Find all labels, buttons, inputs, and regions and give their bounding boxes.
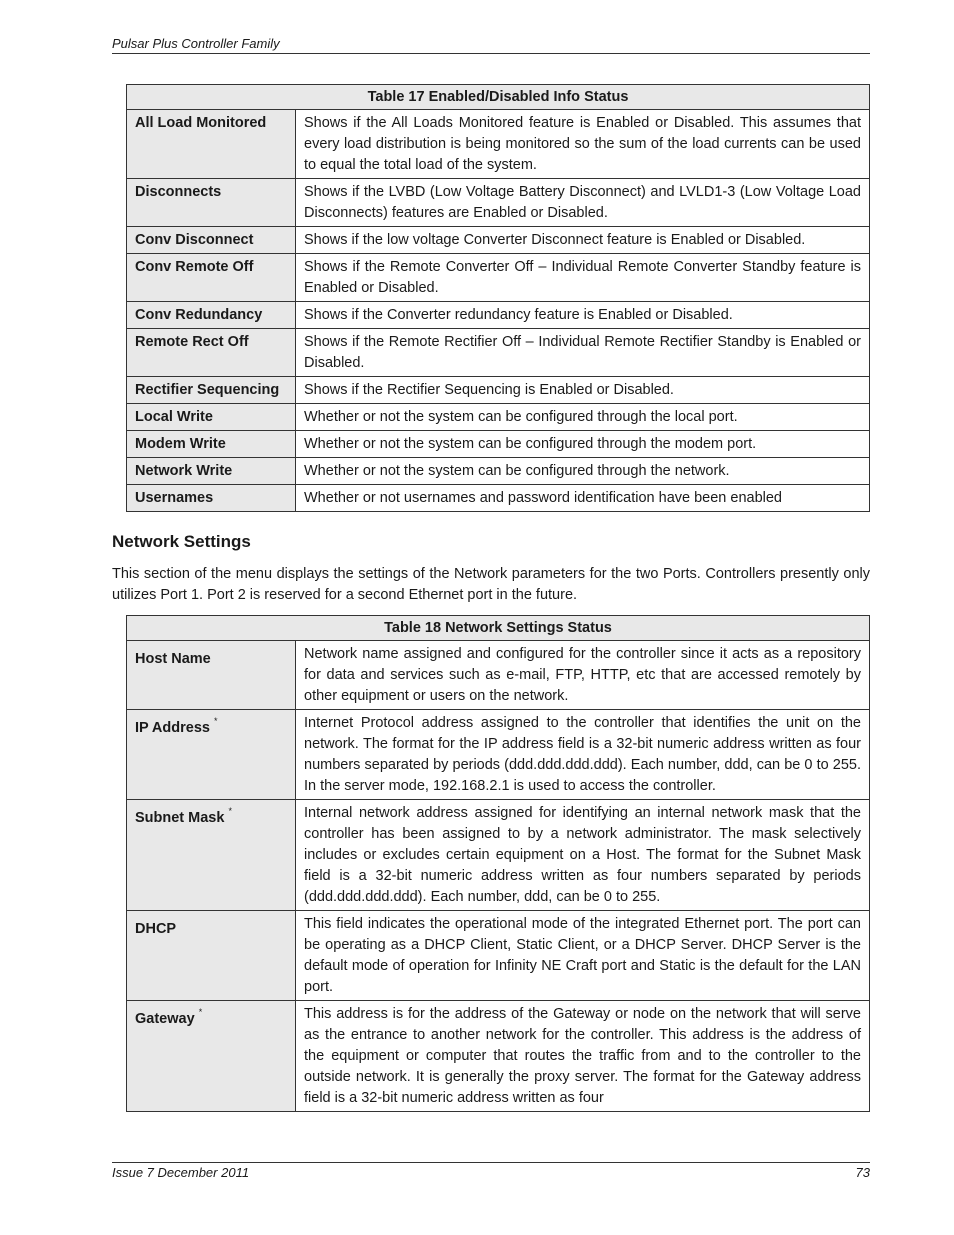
table-row — [127, 1001, 870, 1112]
row-label-text: Disconnects — [135, 184, 222, 200]
table-row — [127, 911, 870, 1001]
row-description: Internet Protocol address assigned to the controller that identifies the unit on the network. The format for the IP address field is a 32-bit numeric address written as four numbers separated by periods (ddd.ddd.ddd.ddd). Each number, ddd, can be 0 to 255. In the server mode, 192.168.2.1 is used to access the controller. — [296, 710, 870, 800]
section-intro: This section of the menu displays the settings of the Network parameters for the two Ports. Controllers presently only utilizes Port 1. Port 2 is reserved for a second Ethernet port in the future. — [112, 566, 870, 603]
table-row — [127, 641, 870, 710]
row-description: Shows if the Converter redundancy feature is Enabled or Disabled. — [296, 302, 870, 329]
table-row — [127, 800, 870, 911]
row-label — [127, 800, 296, 911]
row-label — [127, 485, 296, 512]
running-header — [112, 36, 870, 54]
table-row — [127, 377, 870, 404]
table-row — [127, 227, 870, 254]
row-label-text: Rectifier Sequencing — [135, 382, 280, 398]
table-17 — [126, 84, 870, 512]
footnote-marker: * — [198, 1007, 203, 1017]
row-label-text: Subnet Mask — [135, 809, 225, 826]
row-label — [127, 302, 296, 329]
table-17-caption: Table 17 Enabled/Disabled Info Status — [127, 85, 870, 110]
row-label-text: Gateway — [135, 1010, 195, 1027]
row-label — [127, 431, 296, 458]
row-label-text: Conv Disconnect — [135, 232, 254, 248]
row-label-text: Remote Rect Off — [135, 334, 249, 350]
issue-date: Issue 7 December 2011 — [112, 1165, 250, 1180]
row-label — [127, 458, 296, 485]
row-label-text: Conv Redundancy — [135, 307, 263, 323]
row-description: Whether or not the system can be configured through the network. — [296, 458, 870, 485]
table-row — [127, 329, 870, 377]
row-label-text: Network Write — [135, 463, 233, 479]
row-label-text: Modem Write — [135, 436, 226, 452]
table-row — [127, 431, 870, 458]
table-18-caption: Table 18 Network Settings Status — [127, 616, 870, 641]
running-footer — [112, 1162, 870, 1180]
row-description: This address is for the address of the Gateway or node on the network that will serve as the entrance to another network for the controller. This address is the address of the equipment or computer that routes the traffic from and to the controller to the outside network. It is generally the proxy server. The format for the Gateway address field is a 32-bit numeric address written as four — [296, 1001, 870, 1112]
row-description: Whether or not usernames and password identification have been enabled — [296, 485, 870, 512]
row-description: This field indicates the operational mode of the integrated Ethernet port. The port can be operating as a DHCP Client, Static Client, or a DHCP Server. DHCP Server is the default mode of operation for Infinity NE Craft port and Static is the default for the LAN port. — [296, 911, 870, 1001]
row-label — [127, 329, 296, 377]
page-number: 73 — [855, 1165, 870, 1180]
row-label-text: Usernames — [135, 490, 214, 506]
row-description: Shows if the All Loads Monitored feature is Enabled or Disabled. This assumes that every load distribution is being monitored so the sum of the load currents can be used to equal the total load of the system. — [296, 110, 870, 179]
row-label — [127, 710, 296, 800]
row-label-text: IP Address — [135, 719, 210, 736]
row-label — [127, 641, 296, 710]
row-description: Shows if the Remote Converter Off – Individual Remote Converter Standby feature is Enabled or Disabled. — [296, 254, 870, 302]
footnote-marker: * — [213, 716, 218, 726]
row-description: Shows if the Rectifier Sequencing is Enabled or Disabled. — [296, 377, 870, 404]
section-title: Network Settings — [112, 532, 251, 551]
row-label — [127, 377, 296, 404]
row-label — [127, 254, 296, 302]
table-row — [127, 710, 870, 800]
row-label — [127, 404, 296, 431]
footnote-marker: * — [228, 806, 232, 816]
row-description: Internal network address assigned for identifying an internal network mask that the controller has been assigned to by a network administrator. The mask selectively includes or excludes certain equipment on a Host. The format for the Subnet Mask field is a 32-bit numeric address written as four numbers separated by periods (ddd.ddd.ddd.ddd). Each number, ddd, can be 0 to 255. — [296, 800, 870, 911]
document-title: Pulsar Plus Controller Family — [112, 36, 280, 51]
row-label — [127, 227, 296, 254]
row-label — [127, 110, 296, 179]
row-description: Shows if the Remote Rectifier Off – Individual Remote Rectifier Standby is Enabled or Disabled. — [296, 329, 870, 377]
row-description: Network name assigned and configured for the controller since it acts as a repository for data and services such as e-mail, FTP, HTTP, etc that are accessed remotely by other equipment or users on the network. — [296, 641, 870, 710]
table-row — [127, 404, 870, 431]
table-18 — [126, 615, 870, 1112]
table-row — [127, 110, 870, 179]
table-row — [127, 458, 870, 485]
row-label — [127, 179, 296, 227]
row-label-text: DHCP — [135, 920, 177, 937]
table-row — [127, 254, 870, 302]
row-label-text: All Load Monitored — [135, 115, 267, 131]
row-label-text: Local Write — [135, 409, 213, 425]
row-description: Whether or not the system can be configured through the modem port. — [296, 431, 870, 458]
row-description: Whether or not the system can be configured through the local port. — [296, 404, 870, 431]
row-label — [127, 911, 296, 1001]
row-label-text: Conv Remote Off — [135, 259, 254, 275]
row-label-text: Host Name — [135, 650, 211, 667]
table-row — [127, 302, 870, 329]
row-description: Shows if the low voltage Converter Disconnect feature is Enabled or Disabled. — [296, 227, 870, 254]
row-label — [127, 1001, 296, 1112]
table-row — [127, 179, 870, 227]
row-description: Shows if the LVBD (Low Voltage Battery Disconnect) and LVLD1-3 (Low Voltage Load Disconnects) features are Enabled or Disabled. — [296, 179, 870, 227]
table-row — [127, 485, 870, 512]
